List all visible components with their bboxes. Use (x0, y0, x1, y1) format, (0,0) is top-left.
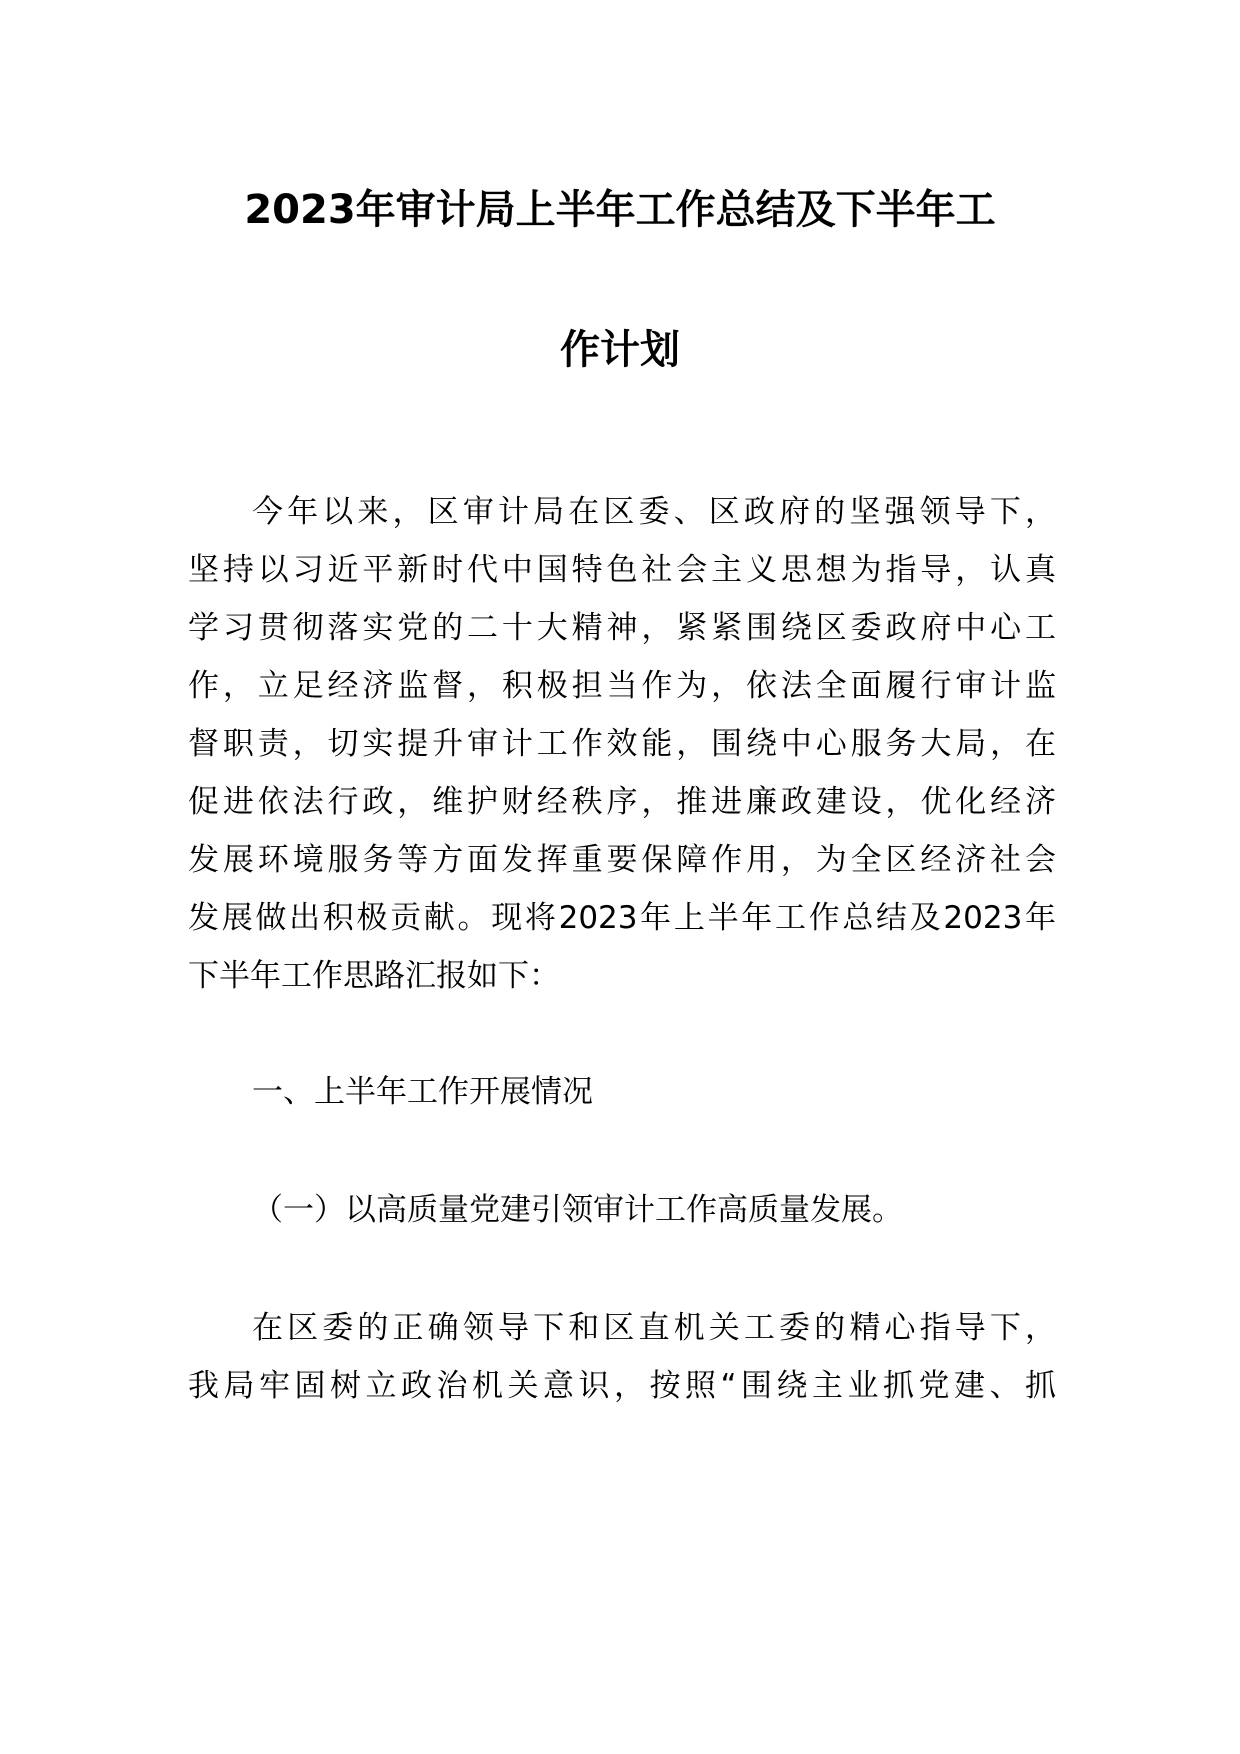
subsection-heading: （一）以高质量党建引领审计工作高质量发展。 (252, 1192, 903, 1228)
paragraph-line: 促进依法行政，维护财经秩序，推进廉政建设，优化经济 (188, 784, 1056, 820)
paragraph-line: 督职责，切实提升审计工作效能，围绕中心服务大局，在 (188, 726, 1056, 762)
paragraph-line: 作，立足经济监督，积极担当作为，依法全面履行审计监 (188, 668, 1056, 704)
paragraph-line: 今年以来，区审计局在区委、区政府的坚强领导下， (252, 494, 1056, 530)
document-title-line-2: 作计划 (560, 327, 680, 373)
paragraph-line: 坚持以习近平新时代中国特色社会主义思想为指导，认真 (188, 552, 1056, 588)
paragraph-line: 发展做出积极贡献。现将2023年上半年工作总结及2023年 (188, 900, 1056, 936)
paragraph-line: 学习贯彻落实党的二十大精神，紧紧围绕区委政府中心工 (188, 610, 1056, 646)
paragraph-line: 发展环境服务等方面发挥重要保障作用，为全区经济社会 (188, 842, 1056, 878)
section-heading: 一、上半年工作开展情况 (252, 1074, 593, 1110)
paragraph-line: 在区委的正确领导下和区直机关工委的精心指导下， (252, 1310, 1056, 1346)
paragraph-line: 我局牢固树立政治机关意识，按照“围绕主业抓党建、抓 (188, 1368, 1056, 1404)
paragraph-line: 下半年工作思路汇报如下： (188, 958, 560, 994)
document-title-line-1: 2023年审计局上半年工作总结及下半年工 (244, 187, 996, 233)
